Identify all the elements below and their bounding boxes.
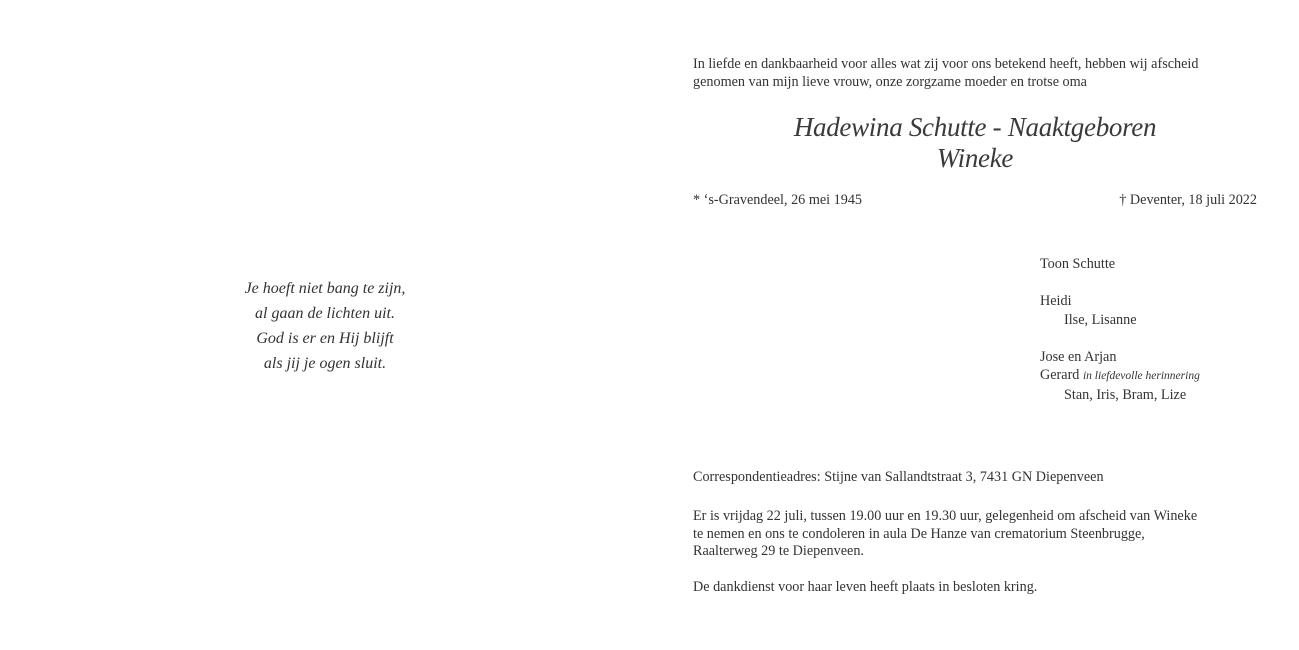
poem-line: al gaan de lichten uit. — [255, 305, 395, 322]
poem-line: Je hoeft niet bang te zijn, — [244, 280, 406, 297]
farewell-line: Raalterweg 29 te Diepenveen. — [693, 543, 864, 559]
child-row-memory — [1040, 366, 1280, 386]
spouse-name: Toon Schutte — [1040, 256, 1116, 272]
grandchildren-names: Stan, Iris, Bram, Lize — [1064, 386, 1187, 403]
child-name: Jose en Arjan — [1040, 348, 1117, 365]
family-list — [1040, 255, 1280, 404]
spacer — [1040, 274, 1280, 293]
farewell-line: Er is vrijdag 22 juli, tussen 19.00 uur en 19.30 uur, gelegenheid om afscheid van Wineke — [693, 508, 1198, 524]
memorial-note: in liefdevolle herinnering — [1082, 370, 1200, 382]
farewell-info — [693, 508, 1263, 561]
correspondence-address: Correspondentieadres: Stijne van Sallandtstraat 3, 7431 GN Diepenveen — [693, 469, 1104, 485]
poem-line: God is er en Hij blijft — [256, 330, 394, 347]
service-info: De dankdienst voor haar leven heeft plaats in besloten kring. — [693, 579, 1038, 595]
poem-line: als jij je ogen sluit. — [263, 355, 387, 372]
grandchildren-names: Ilse, Lisanne — [1064, 311, 1137, 328]
deceased-full-name: Hadewina Schutte - Naaktgeboren — [793, 112, 1157, 142]
death-date: † Deventer, 18 juli 2022 — [1119, 192, 1257, 208]
deceased-nickname: Wineke — [936, 143, 1014, 173]
spacer — [1040, 329, 1280, 348]
intro-line: genomen van mijn lieve vrouw, onze zorgzame moeder en trotse oma — [693, 74, 1087, 90]
child-name: Gerard — [1040, 367, 1080, 383]
intro-text — [693, 55, 1263, 91]
poem — [160, 276, 490, 376]
birth-date: * ‘s-Gravendeel, 26 mei 1945 — [693, 192, 863, 208]
child-name: Heidi — [1040, 293, 1072, 309]
deceased-name-block — [693, 112, 1257, 174]
farewell-line: te nemen en ons te condoleren in aula De Hanze van crematorium Steenbrugge, — [693, 525, 1145, 542]
intro-line: In liefde en dankbaarheid voor alles wat zij voor ons betekend heeft, hebben wij afscheid — [693, 56, 1199, 72]
right-page — [650, 0, 1299, 650]
